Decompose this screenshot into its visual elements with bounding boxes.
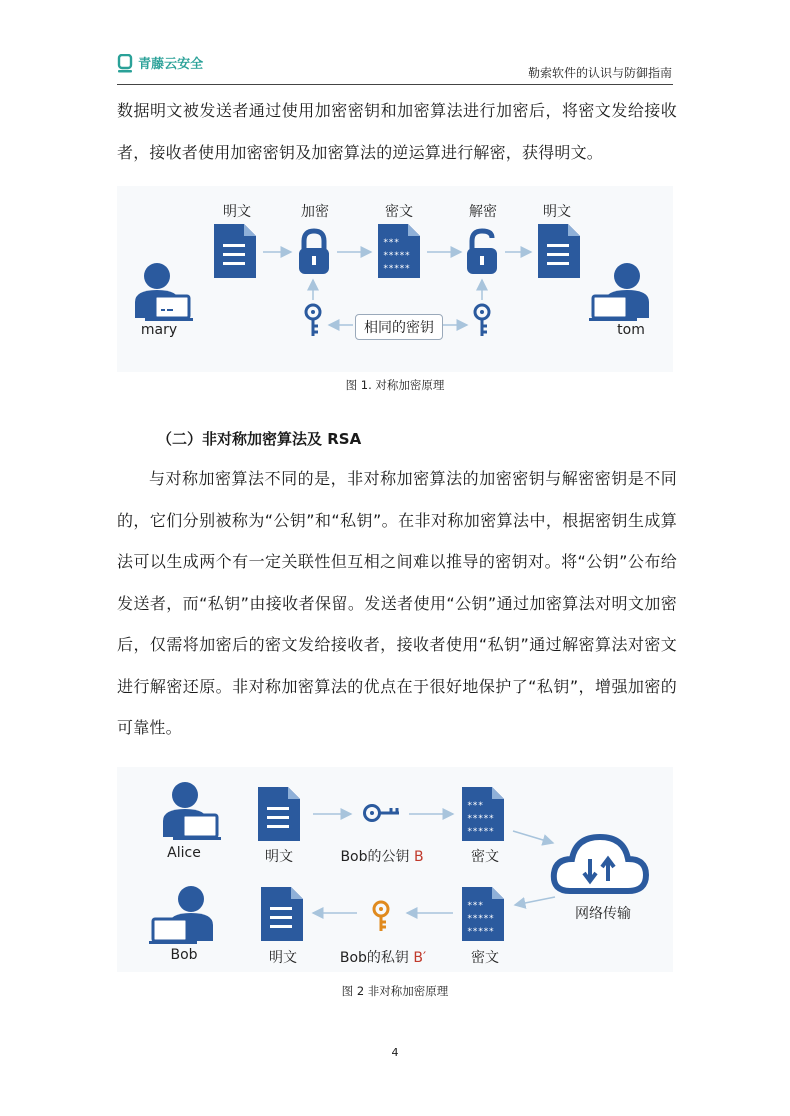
private-key-icon	[374, 902, 388, 931]
figure-symmetric	[117, 186, 673, 372]
plaintext-doc-icon-bottom	[261, 887, 303, 941]
label-bob: Bob	[170, 947, 198, 963]
logo-icon	[117, 54, 133, 74]
ciphertext-doc-icon-top	[462, 787, 504, 841]
label-network: 网络传输	[575, 906, 631, 922]
paragraph-symmetric: 数据明文被发送者通过使用加密密钥和加密算法进行加密后，将密文发给接收者，接收者使用加密密钥及加密算法的逆运算进行解密，获得明文。	[117, 101, 677, 162]
ciphertext-doc-icon-bottom	[462, 887, 504, 941]
section-heading: （二）非对称加密算法及 RSA	[157, 430, 362, 448]
public-key-icon	[365, 806, 400, 821]
label-receiver: tom	[617, 322, 645, 338]
figure-asymmetric	[117, 767, 673, 972]
label-ciphertext-top: 密文	[471, 849, 499, 865]
label-plaintext-2: 明文	[543, 204, 571, 220]
doc-title: 勒索软件的认识与防御指南	[527, 66, 672, 80]
label-decrypt: 解密	[469, 204, 497, 220]
logo	[117, 53, 203, 74]
label-ciphertext: 密文	[385, 204, 413, 220]
logo-text: 青藤云安全	[138, 57, 204, 72]
label-plaintext-top: 明文	[265, 849, 293, 865]
public-key-mark: B	[413, 849, 424, 865]
header-rule	[117, 84, 673, 85]
figure-symmetric-diagram: *** ***** *****	[117, 186, 673, 372]
public-key-text: Bob的公钥	[340, 849, 410, 865]
plaintext-doc-icon	[214, 224, 256, 278]
label-plaintext: 明文	[223, 204, 251, 220]
private-key-mark: B′	[413, 950, 427, 966]
key-icon-left	[306, 305, 320, 336]
label-sender: mary	[140, 322, 178, 338]
lock-open-icon	[467, 231, 497, 274]
key-icon-right	[475, 305, 489, 336]
person-icon-bob	[149, 886, 213, 944]
same-key-label: 相同的密钥	[355, 314, 443, 340]
page-number: 4	[391, 1046, 399, 1059]
label-plaintext-bottom: 明文	[269, 950, 297, 966]
paragraph-asymmetric: 与对称加密算法不同的是，非对称加密算法的加密密钥与解密密钥是不同的，它们分别被称为“公钥”和“私钥”。在非对称加密算法中，根据密钥生成算法可以生成两个有一定关联性但互相之间难以推导的密钥对。将“公钥”公布给发送者，而“私钥”由接收者保留。发送者使用“公钥”通过加密算法对明文加密后，仅需将加密后的密文发给接收者，接收者使用“私钥”通过解密算法对密文进行解密还原。非对称加密算法的优点在于很好地保护了“私钥”，增强加密的可靠性。	[117, 469, 677, 737]
cloud-network-icon	[554, 837, 646, 891]
plaintext-doc-icon-2	[538, 224, 580, 278]
label-ciphertext-bottom: 密文	[471, 950, 499, 966]
label-private-key	[333, 947, 433, 967]
person-icon-sender	[135, 263, 193, 321]
label-encrypt: 加密	[301, 204, 329, 220]
label-alice: Alice	[167, 845, 201, 861]
person-icon-alice	[163, 782, 221, 840]
figure1-caption: 图 1. 对称加密原理	[345, 378, 445, 392]
figure-asymmetric-diagram	[117, 767, 673, 972]
figure2-caption: 图 2 非对称加密原理	[341, 984, 449, 998]
private-key-text: Bob的私钥	[339, 950, 409, 966]
plaintext-doc-icon-top	[258, 787, 300, 841]
person-icon-receiver	[589, 263, 649, 321]
label-public-key	[335, 846, 429, 866]
lock-closed-icon	[299, 231, 329, 274]
ciphertext-doc-icon	[378, 224, 420, 278]
